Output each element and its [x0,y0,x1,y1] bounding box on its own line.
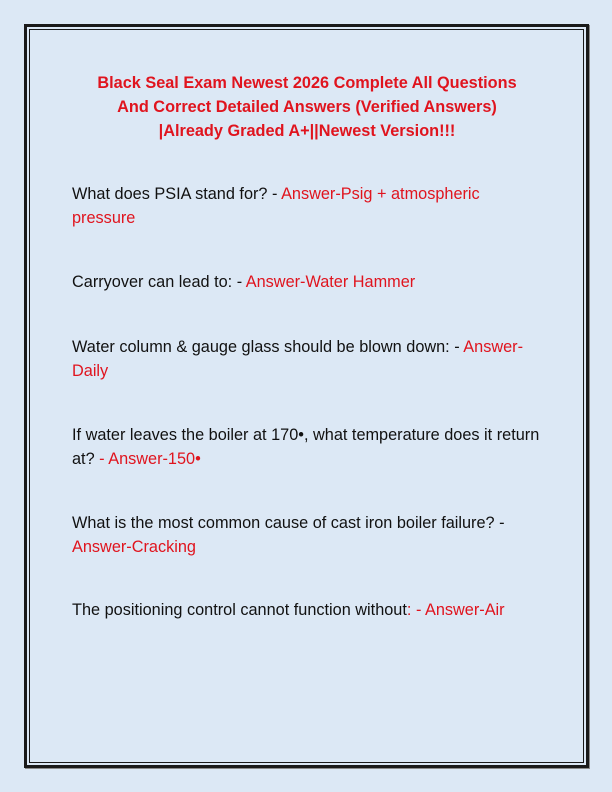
document-content [72,71,544,619]
title-line-2: And Correct Detailed Answers (Verified Answers) [117,98,497,116]
document-title [72,71,542,143]
question: What does PSIA stand for? - [72,185,282,203]
qa-item-6 [72,598,547,622]
question: The positioning control cannot function without [72,601,407,619]
answer: Answer-Cracking [72,538,196,556]
answer: Answer-Water Hammer [245,273,416,291]
qa-item-1 [72,182,547,230]
question: Water column & gauge glass should be blown down: - [72,338,464,356]
question: Carryover can lead to: - [72,273,246,291]
title-line-3: |Already Graded A+||Newest Version!!! [158,122,456,140]
answer: : - Answer-Air [406,601,505,619]
question: If water leaves the boiler at 170•, what temperature does it return at? [72,426,540,468]
qa-item-3 [72,335,547,383]
qa-item-5 [72,511,547,559]
title-line-1: Black Seal Exam Newest 2026 Complete All Questions [97,74,517,92]
answer: Answer-Psig + atmospheric pressure [72,185,480,227]
answer: Answer-Daily [72,338,523,380]
qa-item-4 [72,423,547,471]
question: What is the most common cause of cast iron boiler failure? - [72,514,505,532]
answer: - Answer-150• [99,450,201,468]
qa-item-2 [72,270,547,294]
